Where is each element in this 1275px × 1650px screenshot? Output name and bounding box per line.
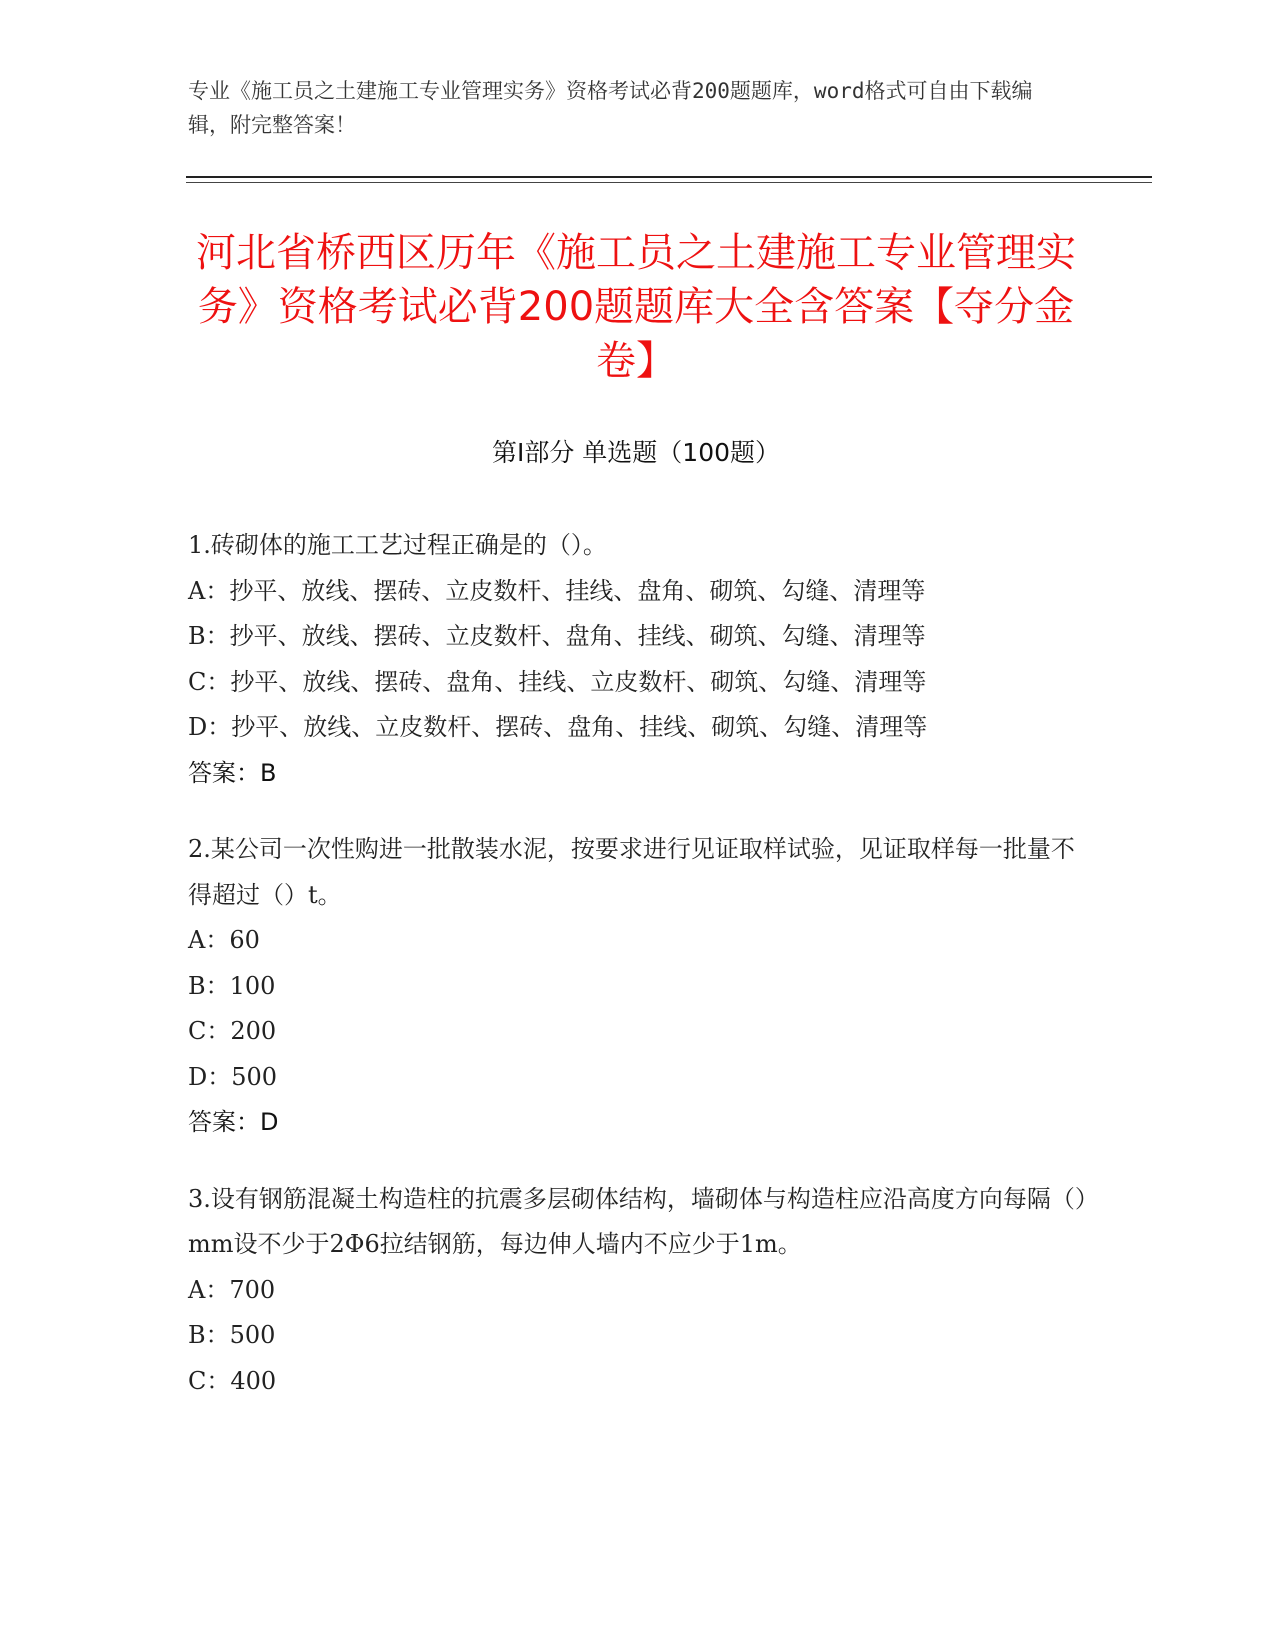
question-stem: 3.设有钢筋混凝土构造柱的抗震多层砌体结构，墙砌体与构造柱应沿高度方向每隔（）mm设不少于2Φ6拉结钢筋，每边伸人墙内不应少于1m。: [188, 1184, 1087, 1258]
question-1: [188, 523, 1088, 796]
option-text: 500: [231, 1062, 278, 1091]
answer-line: 答案：B: [188, 758, 277, 787]
option-text: 100: [229, 971, 276, 1000]
question-stem: 1.砖砌体的施工工艺过程正确是的（）。: [188, 531, 607, 559]
option-d: [188, 705, 1088, 751]
option-key: D：: [188, 713, 232, 741]
question-3: [188, 1177, 1088, 1405]
option-a: [188, 1268, 1088, 1314]
question-2: [188, 827, 1088, 1146]
header-divider-thick: [186, 176, 1152, 178]
option-text: 抄平、放线、摆砖、盘角、挂线、立皮数杆、砌筑、勾缝、清理等: [230, 667, 927, 696]
option-c: [188, 1009, 1088, 1055]
option-text: 抄平、放线、摆砖、立皮数杆、盘角、挂线、砌筑、勾缝、清理等: [229, 622, 926, 650]
option-text: 抄平、放线、摆砖、立皮数杆、挂线、盘角、砌筑、勾缝、清理等: [229, 576, 926, 605]
option-text: 200: [230, 1017, 277, 1045]
option-key: C：: [188, 1366, 231, 1395]
option-key: A：: [188, 926, 230, 954]
answer-line: 答案：D: [188, 1108, 279, 1136]
option-key: B：: [188, 622, 230, 650]
document-title: 河北省桥西区历年《施工员之土建施工专业管理实务》资格考试必背200题题库大全含答案【夺分金卷】: [196, 230, 1076, 384]
option-b: [188, 964, 1088, 1010]
option-b: [188, 614, 1088, 660]
option-key: A：: [188, 1275, 230, 1304]
option-key: B：: [188, 1321, 230, 1349]
option-b: [188, 1313, 1088, 1359]
option-a: [188, 918, 1088, 964]
option-a: [188, 569, 1088, 615]
header-divider-thin: [186, 182, 1152, 183]
section-heading: 第I部分 单选题（100题）: [491, 438, 781, 467]
option-text: 500: [229, 1321, 276, 1349]
option-text: 60: [229, 926, 260, 954]
option-text: 400: [230, 1366, 277, 1395]
option-key: D：: [188, 1062, 232, 1091]
option-text: 抄平、放线、立皮数杆、摆砖、盘角、挂线、砌筑、勾缝、清理等: [231, 713, 928, 741]
option-text: 700: [229, 1275, 276, 1304]
option-d: [188, 1055, 1088, 1101]
option-c: [188, 660, 1088, 706]
question-list: [188, 523, 1088, 1435]
question-stem: 2.某公司一次性购进一批散装水泥，按要求进行见证取样试验，见证取样每一批量不得超过（）t。: [188, 835, 1075, 909]
option-key: B：: [188, 971, 230, 1000]
option-key: C：: [188, 1017, 231, 1045]
option-key: C：: [188, 667, 231, 696]
header-note: 专业《施工员之土建施工专业管理实务》资格考试必背200题题库，word格式可自由下载编辑，附完整答案！: [188, 79, 1033, 137]
option-key: A：: [188, 576, 230, 605]
option-c: [188, 1359, 1088, 1405]
